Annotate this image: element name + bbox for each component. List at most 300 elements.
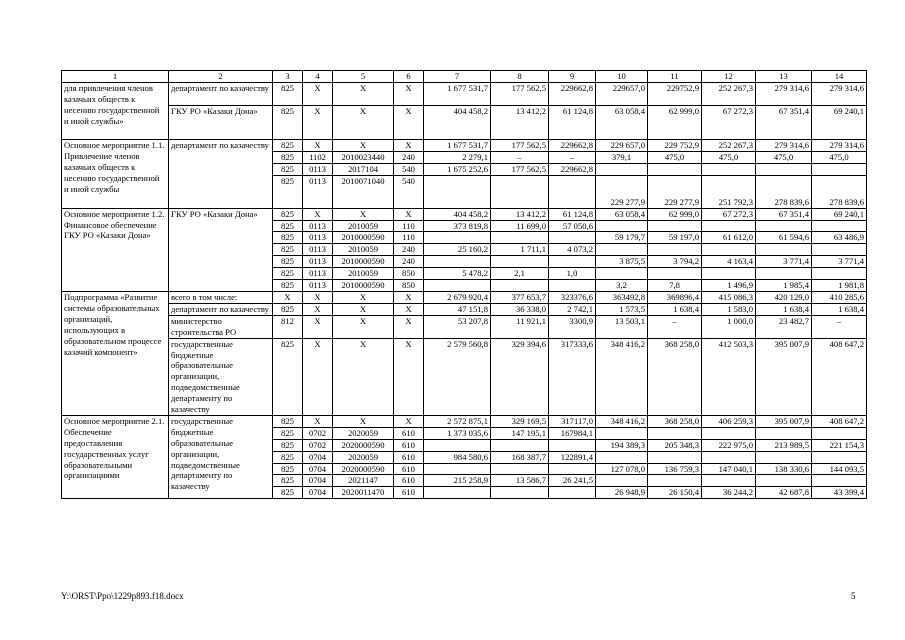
table-cell [549, 463, 596, 475]
executor-cell: департамент по казачеству [169, 139, 273, 208]
table-cell [648, 475, 702, 487]
table-cell: 984 580,6 [424, 451, 491, 463]
table-cell: 229662,8 [549, 163, 596, 175]
table-cell: 0113 [303, 244, 333, 256]
table-cell: 825 [273, 280, 303, 292]
table-row [62, 303, 867, 315]
page-number: 5 [851, 591, 856, 601]
table-cell: 42 687,8 [756, 487, 812, 499]
table-cell: 62 999,0 [648, 105, 702, 139]
executor-cell: государственные бюджетные образовательные организации, подведомственные департаменту по казачеству [169, 338, 273, 415]
table-cell: 177 562,5 [491, 139, 549, 151]
table-cell: 0113 [303, 220, 333, 232]
table-cell: 2010059 [333, 244, 394, 256]
table-cell [648, 220, 702, 232]
table-cell [424, 256, 491, 268]
table-cell: 194 389,3 [596, 439, 648, 451]
table-cell: Х [333, 82, 394, 105]
table-cell: 2020059 [333, 451, 394, 463]
table-cell: 1 985,4 [756, 280, 812, 292]
table-cell: 168 387,7 [491, 451, 549, 463]
table-cell [491, 487, 549, 499]
table-cell: Х [394, 105, 424, 139]
table-cell: 368 258,0 [648, 338, 702, 415]
table-cell [549, 487, 596, 499]
col-header: 9 [549, 71, 596, 83]
activity-name-cell: Основное мероприятие 2.1. Обеспечение предоставления государственных услуг образовательными организациями [62, 415, 169, 498]
table-cell: 825 [273, 151, 303, 163]
table-cell [424, 175, 491, 208]
table-cell: 62 999,0 [648, 208, 702, 220]
table-cell: 213 989,5 [756, 439, 812, 451]
table-cell: 5 478,2 [424, 268, 491, 280]
table-cell: 278 839,6 [756, 175, 812, 208]
table-cell [812, 163, 867, 175]
table-cell: 825 [273, 463, 303, 475]
table-cell [549, 439, 596, 451]
table-cell: Х [303, 303, 333, 315]
table-cell: 415 086,3 [702, 291, 756, 303]
table-cell: 229 277,9 [648, 175, 702, 208]
program-name-cell: для привлечения членов казачьих обществ к несению государственной и иной службы» [62, 82, 169, 139]
table-row [62, 82, 867, 105]
table-cell: Х [333, 208, 394, 220]
table-cell: 412 503,3 [702, 338, 756, 415]
table-cell: 825 [273, 268, 303, 280]
table-cell: 395 007,9 [756, 415, 812, 427]
table-cell: 317333,6 [549, 338, 596, 415]
table-cell: 329 169,5 [491, 415, 549, 427]
table-cell: 205 348,3 [648, 439, 702, 451]
table-cell: 278 839,6 [812, 175, 867, 208]
table-cell: 2020000590 [333, 463, 394, 475]
table-cell: 13 586,7 [491, 475, 549, 487]
table-cell: Х [394, 139, 424, 151]
table-cell: 13 412,2 [491, 105, 549, 139]
table-cell [549, 175, 596, 208]
activity-name-cell: Основное мероприятие 1.2. Финансовое обеспечение ГКУ РО «Казаки Дона» [62, 208, 169, 291]
table-cell: 147 040,1 [702, 463, 756, 475]
table-cell: 229657,0 [596, 82, 648, 105]
table-cell: 404 458,2 [424, 105, 491, 139]
activity-name-cell: Основное мероприятие 1.1. Привлечение членов казачьих обществ к несению государственной и иной службы [62, 139, 169, 208]
table-cell: 63 486,9 [812, 232, 867, 244]
table-cell: 26 150,4 [648, 487, 702, 499]
table-cell: 11 921,1 [491, 315, 549, 338]
table-cell: Х [333, 415, 394, 427]
table-cell: 2 679 920,4 [424, 291, 491, 303]
table-cell: Х [394, 338, 424, 415]
table-cell: 229 277,9 [596, 175, 648, 208]
table-cell: 136 759,3 [648, 463, 702, 475]
table-cell: 2010000590 [333, 256, 394, 268]
table-cell [702, 427, 756, 439]
table-cell: 825 [273, 256, 303, 268]
table-cell [756, 220, 812, 232]
table-cell [596, 475, 648, 487]
table-cell: Х [333, 315, 394, 338]
table-cell: 59 179,7 [596, 232, 648, 244]
table-cell: 69 240,1 [812, 105, 867, 139]
table-cell: 229752,9 [648, 82, 702, 105]
table-cell [756, 427, 812, 439]
table-cell: 1 677 531,7 [424, 139, 491, 151]
table-cell: 825 [273, 338, 303, 415]
table-cell [424, 487, 491, 499]
table-cell: 167984,1 [549, 427, 596, 439]
table-cell: 329 394,6 [491, 338, 549, 415]
table-cell [424, 439, 491, 451]
table-cell: Х [394, 315, 424, 338]
table-cell: 408 647,2 [812, 415, 867, 427]
table-cell: 825 [273, 208, 303, 220]
table-cell: 61 124,8 [549, 105, 596, 139]
table-cell: 373 819,8 [424, 220, 491, 232]
table-cell: 2017104 [333, 163, 394, 175]
table-cell [491, 463, 549, 475]
table-cell: Х [394, 303, 424, 315]
table-cell: 147 195,1 [491, 427, 549, 439]
table-cell: Х [303, 291, 333, 303]
table-cell: 475,0 [812, 151, 867, 163]
table-cell: 379,1 [596, 151, 648, 163]
table-cell: 26 948,9 [596, 487, 648, 499]
table-cell: 825 [273, 139, 303, 151]
table-cell: 2010059 [333, 268, 394, 280]
table-cell [812, 220, 867, 232]
table-cell: 475,0 [648, 151, 702, 163]
table-cell: Х [303, 105, 333, 139]
table-cell: 36 338,0 [491, 303, 549, 315]
table-cell: 850 [394, 280, 424, 292]
table-cell [702, 163, 756, 175]
table-cell: 4 163,4 [702, 256, 756, 268]
table-cell [491, 256, 549, 268]
table-cell: Х [333, 105, 394, 139]
table-cell [424, 232, 491, 244]
table-cell: 3,2 [596, 280, 648, 292]
table-cell: 0704 [303, 475, 333, 487]
table-cell: 2010000590 [333, 232, 394, 244]
table-cell: 229 752,9 [648, 139, 702, 151]
table-cell: 1 711,1 [491, 244, 549, 256]
table-cell [491, 232, 549, 244]
col-header: 12 [702, 71, 756, 83]
table-cell: 57 050,6 [549, 220, 596, 232]
table-cell: 825 [273, 415, 303, 427]
table-cell [549, 256, 596, 268]
table-cell: 13 412,2 [491, 208, 549, 220]
table-cell: 67 272,3 [702, 105, 756, 139]
table-cell: 279 314,6 [756, 82, 812, 105]
col-header: 8 [491, 71, 549, 83]
table-cell: 825 [273, 175, 303, 208]
table-cell: 825 [273, 427, 303, 439]
col-header: 11 [648, 71, 702, 83]
table-cell: 3 771,4 [756, 256, 812, 268]
table-cell: 0704 [303, 463, 333, 475]
table-cell: 138 330,6 [756, 463, 812, 475]
executor-cell: департамент по казачеству [169, 303, 273, 315]
table-cell: 240 [394, 151, 424, 163]
table-cell: 3 875,5 [596, 256, 648, 268]
table-cell: 25 160,2 [424, 244, 491, 256]
table-cell [549, 280, 596, 292]
table-cell: Х [394, 208, 424, 220]
table-cell: 406 259,3 [702, 415, 756, 427]
table-cell: 229 657,0 [596, 139, 648, 151]
table-cell: 540 [394, 175, 424, 208]
table-cell: 1 573,5 [596, 303, 648, 315]
table-cell: 825 [273, 82, 303, 105]
table-cell [491, 439, 549, 451]
table-cell: 368 258,0 [648, 415, 702, 427]
table-cell [756, 475, 812, 487]
table-cell: 0113 [303, 280, 333, 292]
col-header: 14 [812, 71, 867, 83]
table-cell: 0113 [303, 256, 333, 268]
table-cell: 26 241,5 [549, 475, 596, 487]
table-cell: 2020059 [333, 427, 394, 439]
table-cell: 2,1 [491, 268, 549, 280]
table-cell: 69 240,1 [812, 208, 867, 220]
table-cell [812, 268, 867, 280]
table-cell: 23 482,7 [756, 315, 812, 338]
table-cell: 63 058,4 [596, 105, 648, 139]
col-header: 2 [169, 71, 273, 83]
table-row [62, 105, 867, 139]
table-cell: – [812, 315, 867, 338]
table-cell: 240 [394, 256, 424, 268]
table-cell [702, 244, 756, 256]
table-cell: 127 078,0 [596, 463, 648, 475]
table-cell: 1102 [303, 151, 333, 163]
table-cell: 369896,4 [648, 291, 702, 303]
table-cell [596, 427, 648, 439]
table-cell: 251 792,3 [702, 175, 756, 208]
executor-cell: департамент по казачеству [169, 82, 273, 105]
executor-cell: министерство строительства РО [169, 315, 273, 338]
table-cell: 1 675 252,6 [424, 163, 491, 175]
table-cell: 144 093,5 [812, 463, 867, 475]
col-header: 1 [62, 71, 169, 83]
table-cell: 1 981,8 [812, 280, 867, 292]
table-cell: 610 [394, 427, 424, 439]
table-cell: 377 653,7 [491, 291, 549, 303]
table-cell: 252 267,3 [702, 82, 756, 105]
executor-cell: ГКУ РО «Казаки Дона» [169, 105, 273, 139]
header-row [62, 71, 867, 83]
table-cell: 825 [273, 487, 303, 499]
table-cell: Х [303, 338, 333, 415]
table-cell: Х [303, 415, 333, 427]
table-cell: 825 [273, 475, 303, 487]
table-cell: Х [303, 208, 333, 220]
table-cell: 610 [394, 439, 424, 451]
table-cell: 0113 [303, 175, 333, 208]
executor-cell: государственные бюджетные образовательные организации, подведомственные департаменту по казачеству [169, 415, 273, 498]
table-cell: 2 572 875,1 [424, 415, 491, 427]
col-header: 13 [756, 71, 812, 83]
table-cell: 43 399,4 [812, 487, 867, 499]
table-cell [596, 163, 648, 175]
col-header: 7 [424, 71, 491, 83]
table-cell: 812 [273, 315, 303, 338]
table-cell: 610 [394, 487, 424, 499]
table-cell: 825 [273, 244, 303, 256]
table-cell: 348 416,2 [596, 415, 648, 427]
table-cell: 2020011470 [333, 487, 394, 499]
table-cell: 475,0 [756, 151, 812, 163]
table-cell: 252 267,3 [702, 139, 756, 151]
table-cell: Х [394, 415, 424, 427]
table-cell: 1 638,4 [648, 303, 702, 315]
table-cell: 11 699,0 [491, 220, 549, 232]
table-cell: 825 [273, 220, 303, 232]
table-cell: Х [333, 139, 394, 151]
table-cell: 7,8 [648, 280, 702, 292]
table-cell [812, 475, 867, 487]
table-cell: 1 677 531,7 [424, 82, 491, 105]
table-cell: 2 579 560,8 [424, 338, 491, 415]
table-cell: 47 151,8 [424, 303, 491, 315]
table-cell: 61 612,0 [702, 232, 756, 244]
col-header: 6 [394, 71, 424, 83]
table-row [62, 208, 867, 220]
table-cell: Х [394, 291, 424, 303]
table-row [62, 315, 867, 338]
table-cell: 408 647,2 [812, 338, 867, 415]
col-header: 5 [333, 71, 394, 83]
table-cell: 363492,8 [596, 291, 648, 303]
table-cell: 2010059 [333, 220, 394, 232]
table-cell [424, 463, 491, 475]
table-cell: 0704 [303, 451, 333, 463]
table-cell: Х [333, 303, 394, 315]
table-cell: 610 [394, 475, 424, 487]
table-cell: 1 638,4 [812, 303, 867, 315]
table-cell [596, 220, 648, 232]
table-cell [756, 163, 812, 175]
table-cell: Х [333, 338, 394, 415]
table-cell: 67 351,4 [756, 105, 812, 139]
table-row [62, 415, 867, 427]
table-cell: 222 975,0 [702, 439, 756, 451]
table-cell: 1 638,4 [756, 303, 812, 315]
table-cell: Х [303, 82, 333, 105]
table-cell: 1,0 [549, 268, 596, 280]
table-cell: 53 207,8 [424, 315, 491, 338]
table-cell: 177 562,5 [491, 163, 549, 175]
table-cell [756, 268, 812, 280]
table-cell: 3 771,4 [812, 256, 867, 268]
table-cell: – [549, 151, 596, 163]
executor-cell: всего в том числе: [169, 291, 273, 303]
table-cell: 825 [273, 439, 303, 451]
budget-table [61, 70, 867, 499]
table-cell [596, 268, 648, 280]
table-cell: 13 503,1 [596, 315, 648, 338]
table-cell: 348 416,2 [596, 338, 648, 415]
table-cell [596, 244, 648, 256]
table-cell: – [648, 315, 702, 338]
file-path-footer: Y:\ORST\Ppo\1229p893.f18.docx [61, 591, 184, 601]
table-cell: 825 [273, 303, 303, 315]
table-cell [812, 427, 867, 439]
table-cell [702, 451, 756, 463]
table-cell: 825 [273, 232, 303, 244]
table-cell [424, 280, 491, 292]
table-cell: 825 [273, 105, 303, 139]
table-cell: 2020000590 [333, 439, 394, 451]
table-cell: 404 458,2 [424, 208, 491, 220]
table-cell: 221 154,3 [812, 439, 867, 451]
table-cell: 850 [394, 268, 424, 280]
table-cell: 3300,9 [549, 315, 596, 338]
table-cell: 540 [394, 163, 424, 175]
table-row [62, 338, 867, 415]
table-cell: 610 [394, 451, 424, 463]
table-cell: 323376,6 [549, 291, 596, 303]
table-cell: 0113 [303, 268, 333, 280]
table-cell: 3 794,2 [648, 256, 702, 268]
table-cell: 122891,4 [549, 451, 596, 463]
table-cell: 395 007,9 [756, 338, 812, 415]
table-cell [702, 220, 756, 232]
table-cell: Х [273, 291, 303, 303]
table-cell: 229662,8 [549, 139, 596, 151]
table-cell [596, 451, 648, 463]
table-cell [756, 451, 812, 463]
table-cell: 279 314,6 [812, 82, 867, 105]
table-cell: 1 000,0 [702, 315, 756, 338]
table-cell: 1 373 035,6 [424, 427, 491, 439]
table-cell: 825 [273, 451, 303, 463]
table-cell: 2 279,1 [424, 151, 491, 163]
table-cell: 61 594,6 [756, 232, 812, 244]
table-cell: 0702 [303, 427, 333, 439]
table-cell [491, 280, 549, 292]
table-cell: 61 124,8 [549, 208, 596, 220]
table-cell: 1 496,9 [702, 280, 756, 292]
table-row [62, 139, 867, 151]
table-cell: 110 [394, 232, 424, 244]
table-cell [648, 163, 702, 175]
table-cell: 317117,0 [549, 415, 596, 427]
table-cell: 2021147 [333, 475, 394, 487]
table-cell [491, 175, 549, 208]
table-cell: 420 129,0 [756, 291, 812, 303]
table-cell: 229662,8 [549, 82, 596, 105]
table-cell [702, 268, 756, 280]
table-cell: 2 742,1 [549, 303, 596, 315]
table-cell: 63 058,4 [596, 208, 648, 220]
col-header: 3 [273, 71, 303, 83]
table-cell [648, 268, 702, 280]
table-cell: 59 197,0 [648, 232, 702, 244]
table-cell: 67 351,4 [756, 208, 812, 220]
table-cell: 279 314,6 [756, 139, 812, 151]
table-cell: Х [303, 315, 333, 338]
table-cell [648, 427, 702, 439]
table-cell: 240 [394, 244, 424, 256]
table-cell: 36 244,2 [702, 487, 756, 499]
table-cell [812, 451, 867, 463]
table-cell: 2010000590 [333, 280, 394, 292]
table-cell: Х [394, 82, 424, 105]
col-header: 10 [596, 71, 648, 83]
table-row [62, 291, 867, 303]
